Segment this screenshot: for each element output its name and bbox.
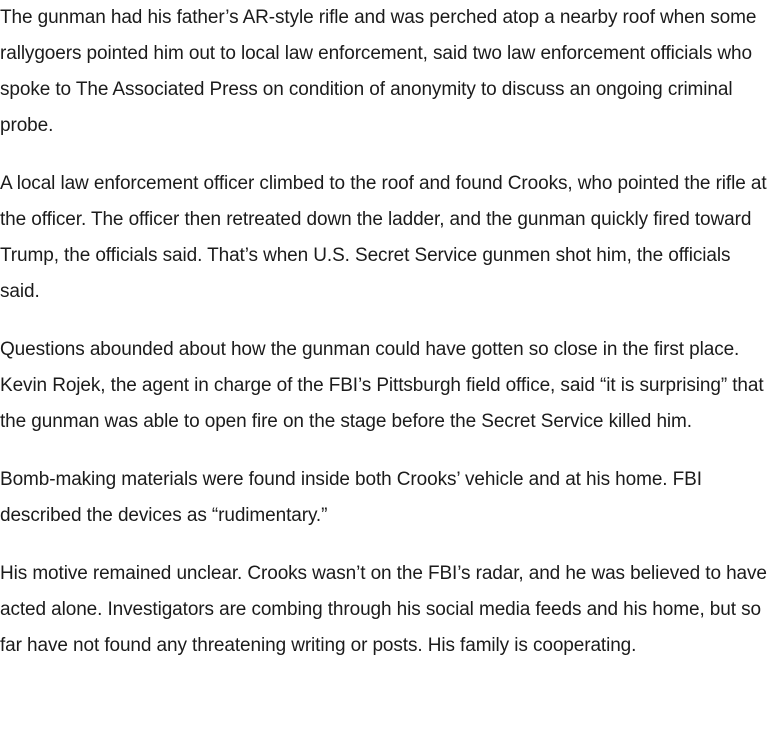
article-paragraph-3: Questions abounded about how the gunman could have gotten so close in the first place. Kevin Rojek, the agent in charge of the FBI’s Pittsburgh field office, said “it is surprising” that the gunman was able to open fire on the stage before the Secret Service killed him. [0, 339, 764, 432]
article-paragraph-4: Bomb-making materials were found inside both Crooks’ vehicle and at his home. FBI described the devices as “rudimentary.” [0, 469, 702, 526]
article-paragraph-1: The gunman had his father’s AR-style rifle and was perched atop a nearby roof when some rallygoers pointed him out to local law enforcement, said two law enforcement officials who spoke to The Associated Press on condition of anonymity to discuss an ongoing criminal probe. [0, 7, 757, 136]
article-paragraph-5: His motive remained unclear. Crooks wasn’t on the FBI’s radar, and he was believed to have acted alone. Investigators are combing through his social media feeds and his home, but so far have not found any threatening writing or posts. His family is cooperating. [0, 563, 767, 656]
article-paragraph-2: A local law enforcement officer climbed to the roof and found Crooks, who pointed the rifle at the officer. The officer then retreated down the ladder, and the gunman quickly fired toward Trump, the officials said. That’s when U.S. Secret Service gunmen shot him, the officials said. [0, 173, 767, 302]
